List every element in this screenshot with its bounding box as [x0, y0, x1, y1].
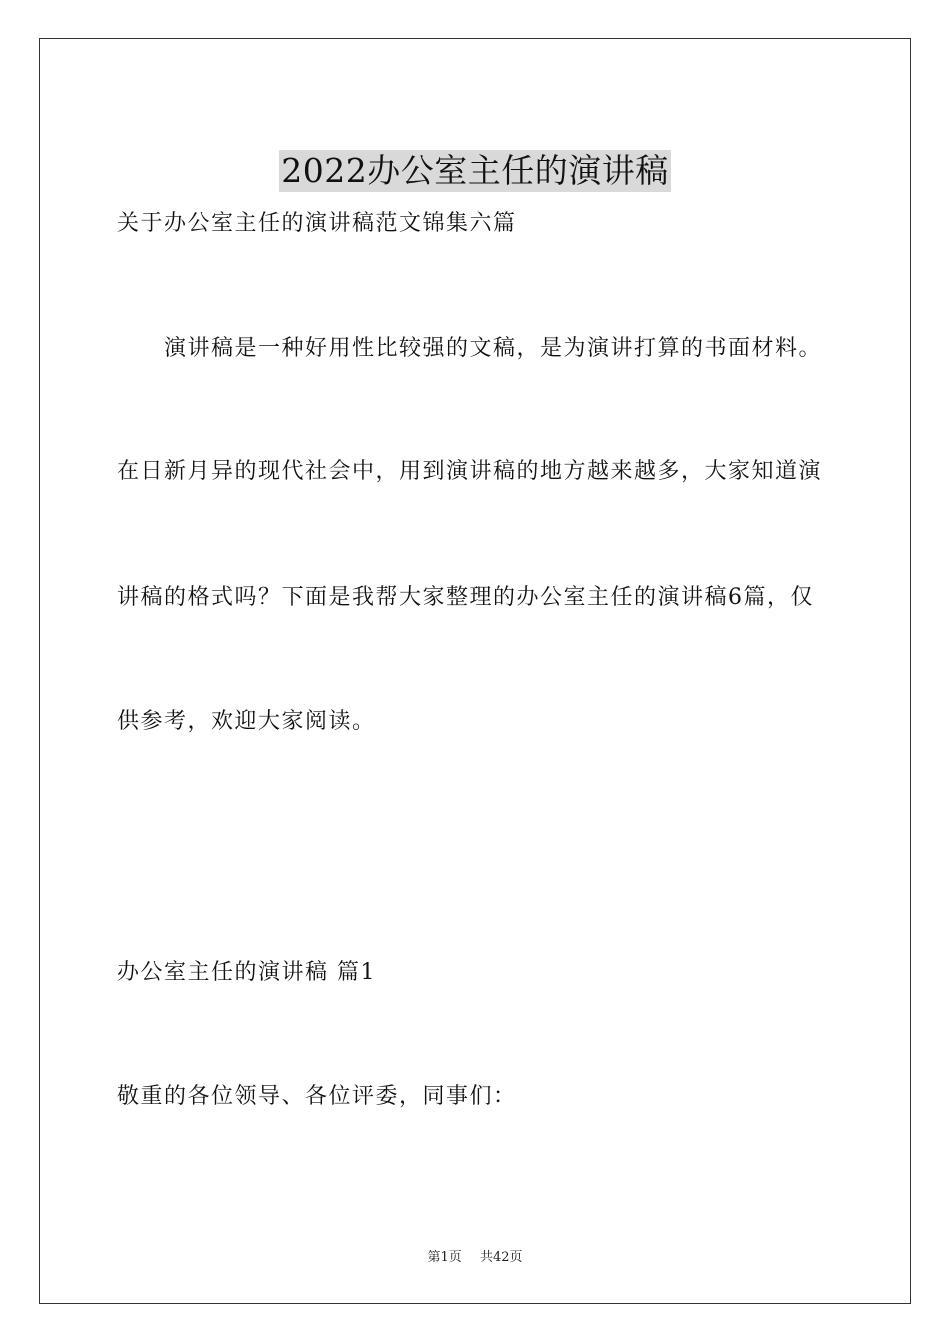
intro-line-2: 在日新月异的现代社会中，用到演讲稿的地方越来越多，大家知道演	[117, 459, 823, 484]
intro-line-3: 讲稿的格式吗？下面是我帮大家整理的办公室主任的演讲稿6篇，仅	[117, 585, 814, 610]
intro-line-4: 供参考，欢迎大家阅读。	[117, 709, 376, 734]
section-heading: 办公室主任的演讲稿 篇1	[117, 960, 376, 985]
page-footer	[0, 1249, 950, 1267]
intro-line-1: 演讲稿是一种好用性比较强的文稿，是为演讲打算的书面材料。	[117, 336, 823, 361]
document-subtitle: 关于办公室主任的演讲稿范文锦集六篇	[117, 211, 517, 236]
document-title: 2022办公室主任的演讲稿	[281, 151, 669, 191]
page-total: 共42页	[479, 1250, 523, 1265]
title-container	[0, 128, 950, 214]
salutation: 敬重的各位领导、各位评委，同事们：	[117, 1084, 517, 1109]
page-number: 第1页	[427, 1250, 462, 1265]
